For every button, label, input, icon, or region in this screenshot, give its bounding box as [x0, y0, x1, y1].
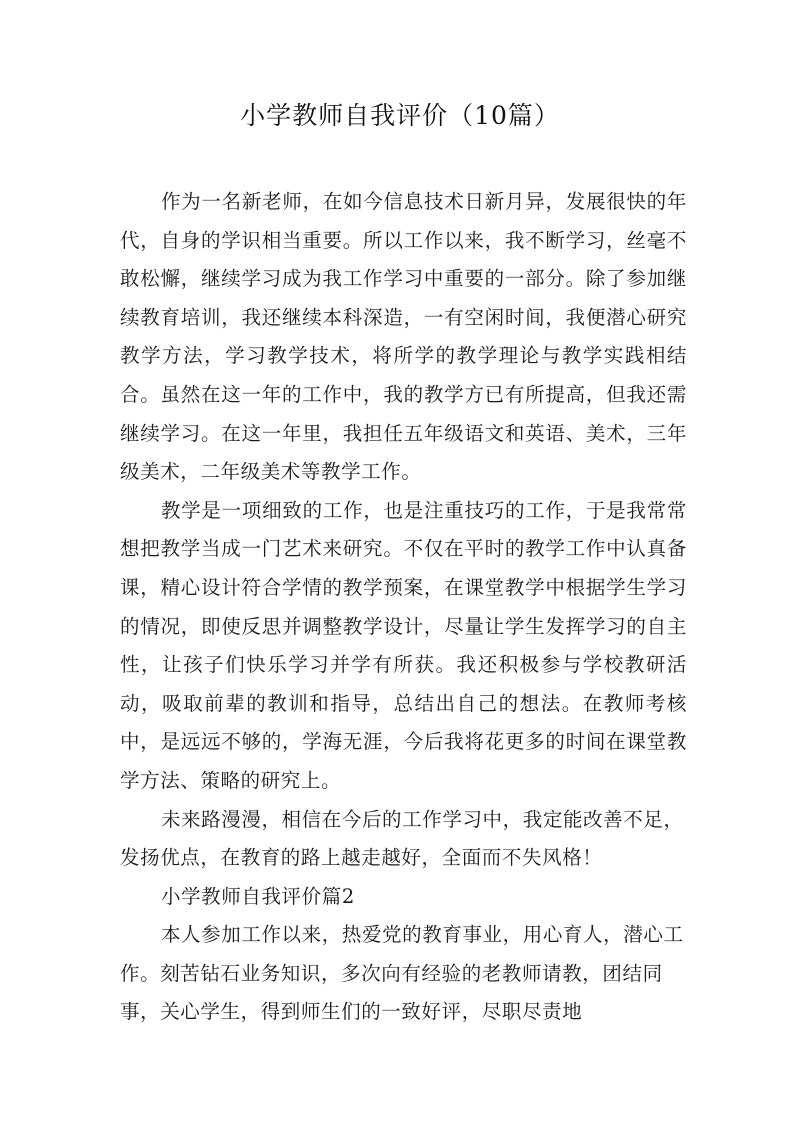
section-heading: 小学教师自我评价篇2 [160, 884, 355, 908]
paragraph-1: 作为一名新老师，在如今信息技术日新月异，发展很快的年代，自身的学识相当重要。所以工作以来，我不断学习，丝毫不敢松懈，继续学习成为我工作学习中重要的一部分。除了参加继续教育培训，我还继续本科深造，一有空闲时间，我便潜心研究教学方法，学习教学技术，将所学的教学理论与教学实践相结合。虽然在这一年的工作中，我的教学方已有所提高，但我还需继续学习。在这一年里，我担任五年级语文和英语、美术，三年级美术，二年级美术等教学工作。 [120, 190, 687, 484]
paragraph-2: 教学是一项细致的工作，也是注重技巧的工作，于是我常常想把教学当成一门艺术来研究。不仅在平时的教学工作中认真备课，精心设计符合学情的教学预案，在课堂教学中根据学生学习的情况，即使反思并调整教学设计，尽量让学生发挥学习的自主性，让孩子们快乐学习并学有所获。我还积极参与学校教研活动，吸取前辈的教训和指导，总结出自己的想法。在教师考核中，是远远不够的，学海无涯，今后我将花更多的时间在课堂教学方法、策略的研究上。 [120, 498, 687, 792]
document-body [120, 183, 687, 1032]
section-paragraph: 本人参加工作以来，热爱党的教育事业，用心育人，潜心工作。刻苦钻石业务知识，多次向有经验的老教师请教，团结同事，关心学生，得到师生们的一致好评，尽职尽责地 [120, 923, 684, 1024]
document-title: 小学教师自我评价（10篇） [240, 101, 560, 130]
paragraph-3: 未来路漫漫，相信在今后的工作学习中，我定能改善不足，发扬优点，在教育的路上越走越好，全面而不失风格！ [120, 807, 684, 870]
